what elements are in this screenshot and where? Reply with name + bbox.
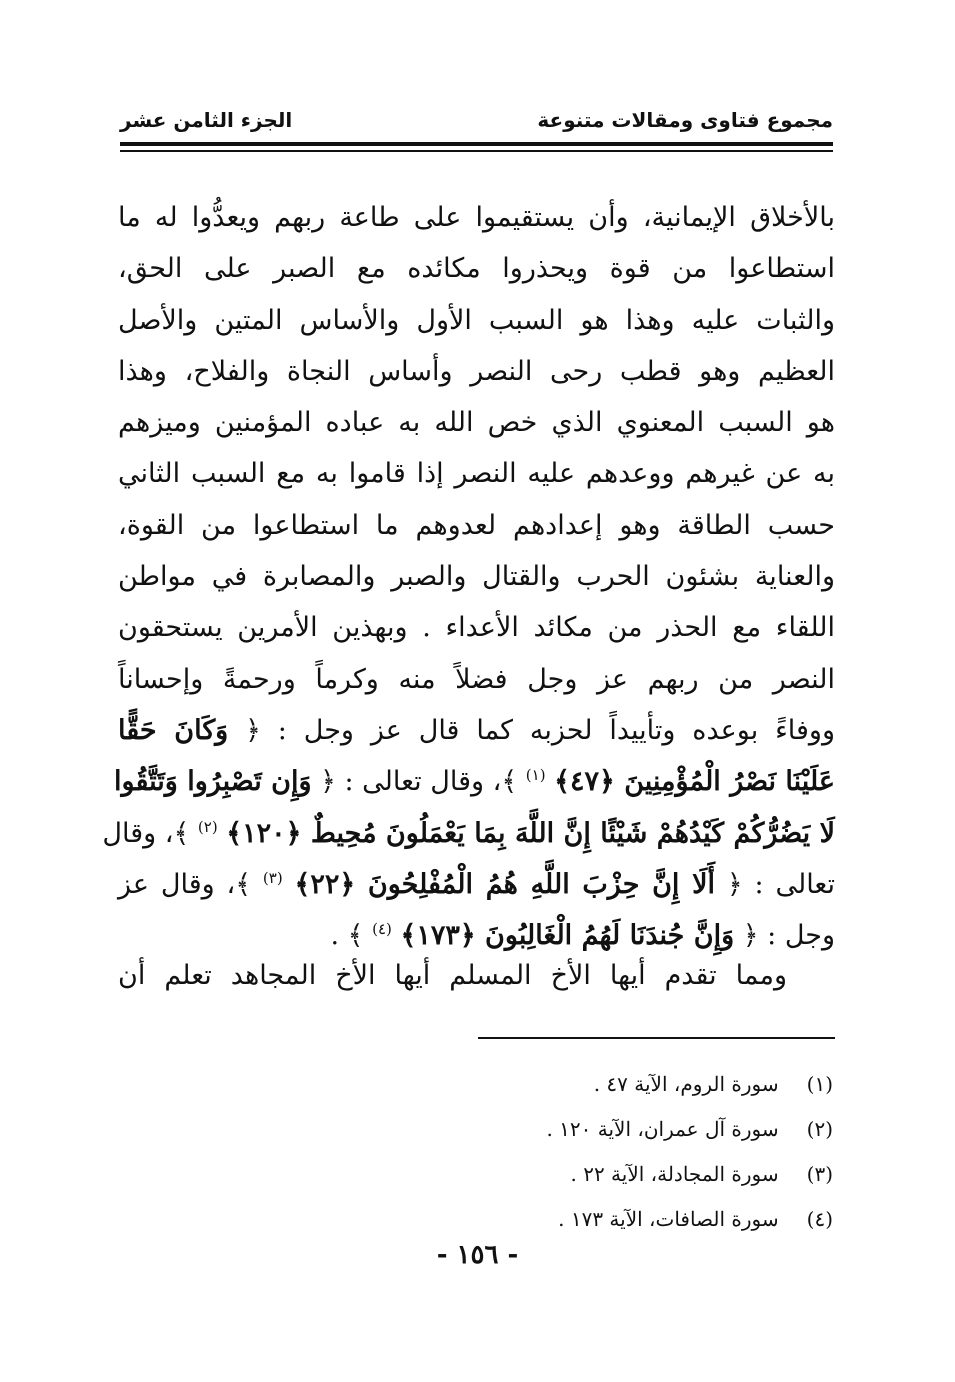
line-text: ﴾، وقال	[102, 817, 190, 849]
main-text	[102, 192, 835, 961]
footnote-item	[333, 1152, 833, 1197]
line-text: ﴾، وقال تعالى : ﴿	[320, 766, 518, 798]
line-text: ﴾، وقال عز	[118, 868, 252, 900]
footnote-text: سورة الصافات، الآية ١٧٣ .	[558, 1207, 779, 1231]
quran-verse: أَلَا إِنَّ حِزْبَ اللَّهِ هُمُ الْمُفْلِحُونَ ﴿٢٢﴾	[294, 868, 715, 900]
quran-verse: وَإِنَّ جُندَنَا لَهُمُ الْغَالِبُونَ ﴿١٧٣﴾	[400, 920, 735, 952]
footnote-number: (٢)	[806, 1117, 833, 1141]
text-line: بالأخلاق الإيمانية، وأن يستقيموا على طاعة ربهم ويعدُّوا له ما	[118, 202, 835, 233]
line-text: ووفاءً بوعده وتأييداً لحزبه كما قال عز وجل : ﴿	[245, 714, 835, 746]
text-line: به عن غيرهم ووعدهم عليه النصر إذا قاموا به مع السبب الثاني	[118, 458, 835, 490]
footnote-text: سورة المجادلة، الآية ٢٢ .	[570, 1162, 779, 1186]
header-rule-thin	[120, 150, 833, 152]
text-line	[118, 859, 835, 910]
footnote-number: (٣)	[806, 1162, 833, 1186]
footnote-item	[333, 1107, 833, 1152]
footnote-item	[333, 1062, 833, 1107]
quran-verse: وَإِن تَصْبِرُوا وَتَتَّقُوا	[114, 766, 312, 798]
page-number: - ١٥٦ -	[436, 1240, 519, 1270]
text-line	[114, 756, 835, 807]
footnote-ref[interactable]: (١)	[525, 766, 546, 785]
footnote-item	[333, 1197, 833, 1242]
footnote-ref[interactable]: (٣)	[262, 868, 283, 887]
footnote-number: (٤)	[806, 1207, 833, 1231]
line-text: وجل : ﴿	[742, 920, 835, 952]
footnote-ref[interactable]: (٤)	[372, 920, 392, 939]
part-label: الجزء الثامن عشر	[120, 108, 293, 132]
quran-verse: عَلَيْنَا نَصْرُ الْمُؤْمِنِينَ ﴿٤٧﴾	[554, 766, 835, 798]
quran-verse: لَا يَضُرُّكُمْ كَيْدُهُمْ شَيْئًا إِنَّ اللَّهَ بِمَا يَعْمَلُونَ مُحِيطٌ ﴿١٢٠﴾	[226, 817, 835, 849]
paragraph-start: ومما تقدم أيها الأخ المسلم أيها الأخ المجاهد تعلم أن	[118, 960, 787, 991]
text-line: والثبات عليه وهذا هو السبب الأول والأساس المتين والأصل	[118, 304, 835, 336]
footnote-number: (١)	[806, 1072, 833, 1096]
line-text: ﴾ .	[330, 920, 364, 952]
footnote-separator	[478, 1037, 835, 1039]
text-line	[102, 808, 835, 859]
text-line: اللقاء مع الحذر من مكائد الأعداء . وبهذين الأمرين يستحقون	[118, 612, 835, 644]
footnote-text: سورة الروم، الآية ٤٧ .	[593, 1072, 779, 1096]
book-title: مجموع فتاوى ومقالات متنوعة	[537, 108, 833, 132]
text-line: العظيم وهو قطب رحى النصر وأساس النجاة والفلاح، وهذا	[118, 355, 835, 387]
line-text: تعالى : ﴿	[726, 868, 835, 900]
text-line: استطاعوا من قوة ويحذروا مكائده مع الصبر على الحق،	[118, 253, 835, 285]
text-line: هو السبب المعنوي الذي خص الله به عباده المؤمنين وميزهم	[118, 407, 835, 439]
text-line: والعناية بشئون الحرب والقتال والصبر والمصابرة في مواطن	[118, 561, 835, 593]
footnotes	[333, 1062, 833, 1242]
text-line: حسب الطاقة وهو إعدادهم لعدوهم ما استطاعوا من القوة،	[118, 509, 835, 541]
header-rule-thick	[120, 142, 833, 146]
text-line	[118, 705, 835, 756]
quran-verse: وَكَانَ حَقًّا	[118, 714, 229, 746]
text-line: النصر من ربهم عز وجل فضلاً منه وكرماً ورحمةً وإحساناً	[118, 663, 835, 695]
footnote-text: سورة آل عمران، الآية ١٢٠ .	[546, 1117, 779, 1141]
footnote-ref[interactable]: (٢)	[197, 817, 218, 836]
